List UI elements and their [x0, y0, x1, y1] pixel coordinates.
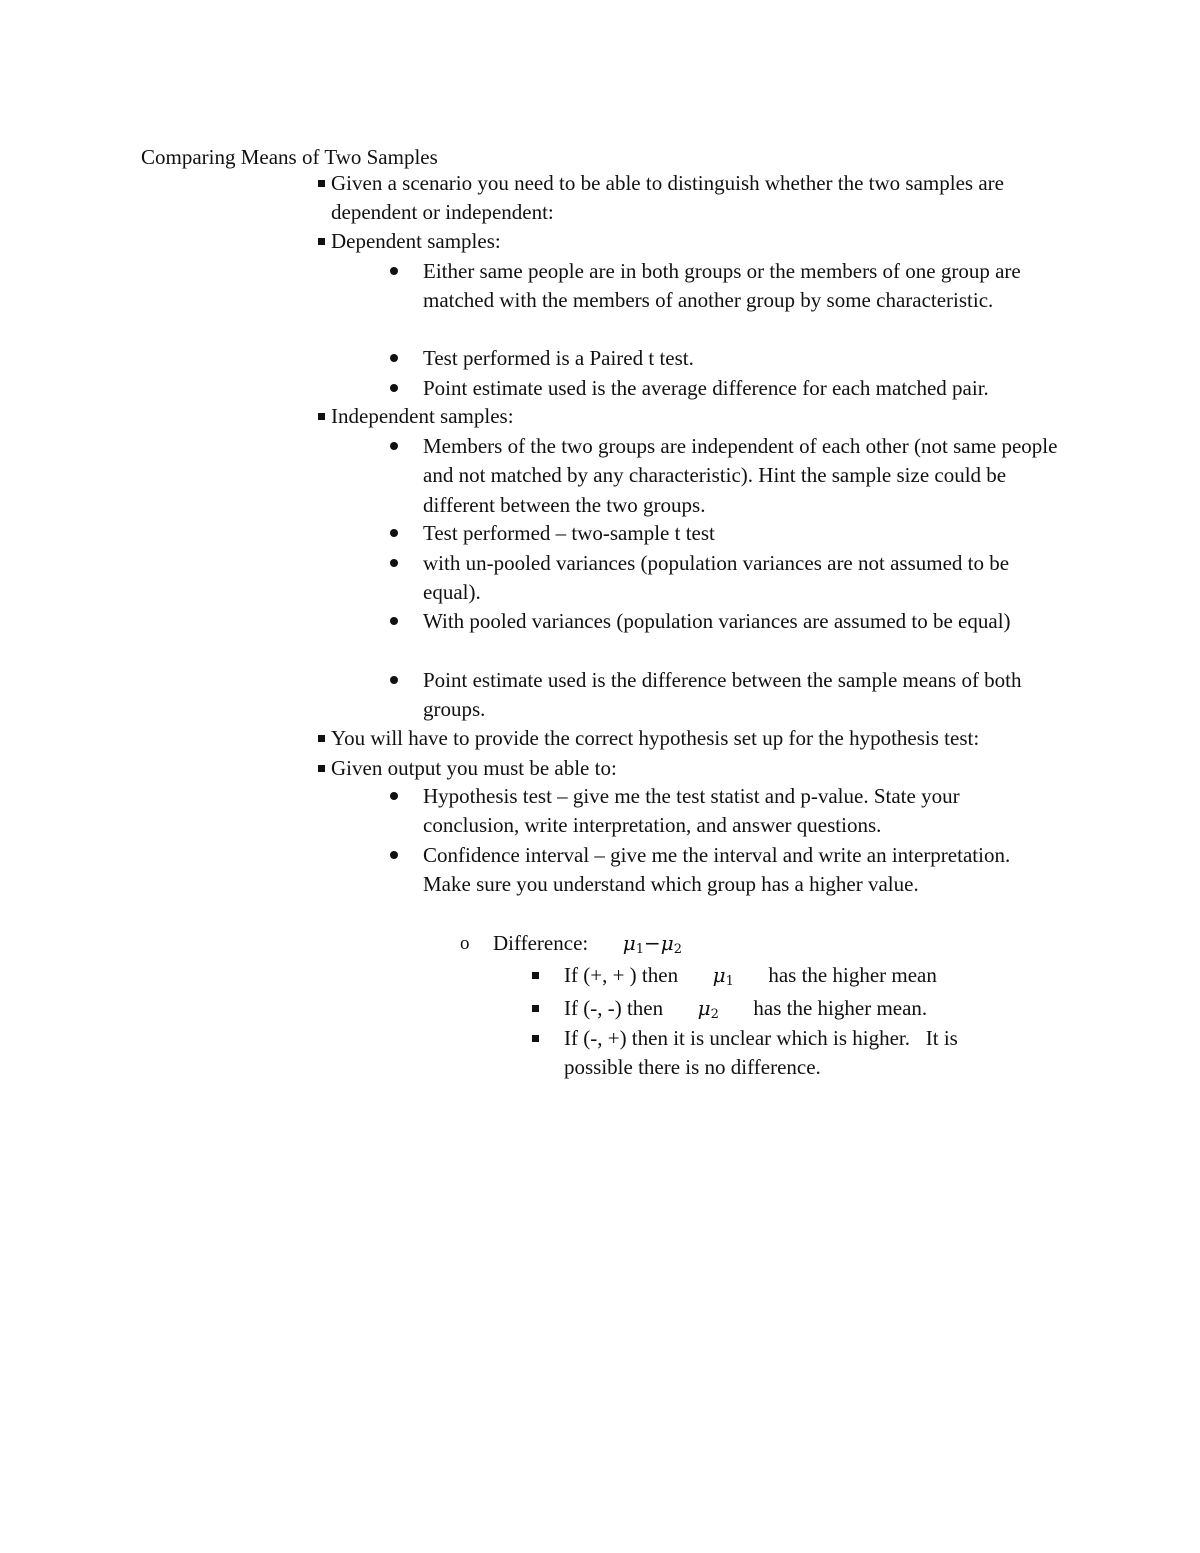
list-item-text: Point estimate used is the difference between the sample means of both groups. [423, 668, 1022, 722]
list-item [388, 782, 1068, 841]
list-item-text: Test performed – two-sample t test [423, 521, 715, 545]
circle-bullet-icon: o [460, 933, 470, 954]
list-item [388, 549, 1068, 608]
square-bullet-icon [318, 735, 325, 742]
difference-line [493, 929, 1020, 964]
math-mu: μ [622, 931, 636, 955]
case-text: has the higher mean. [753, 996, 928, 1020]
list-item [388, 257, 1068, 316]
difference-label: Difference: [493, 931, 589, 955]
list-item-text [564, 961, 1052, 996]
list-item-text: With pooled variances (population variances are assumed to be equal) [423, 609, 1011, 633]
list-item [388, 519, 1068, 548]
square-bullet-icon [532, 1005, 539, 1012]
round-bullet-icon [390, 792, 398, 800]
round-bullet-icon [390, 529, 398, 537]
list-item-text: Given output you must be able to: [331, 756, 617, 780]
list-item-text: Independent samples: [331, 404, 514, 428]
square-bullet-icon [532, 1035, 539, 1042]
math-sub: 2 [673, 942, 683, 957]
square-bullet-icon [318, 413, 325, 420]
math-expression [713, 963, 734, 987]
list-item [318, 402, 1078, 431]
list-item-text: Either same people are in both groups or the members of one group are matched with the members of another group by some characteristic. [423, 259, 1021, 313]
round-bullet-icon [390, 442, 398, 450]
list-item-text: If (-, +) then it is unclear which is higher. It is possible there is no difference. [564, 1026, 964, 1080]
list-item-text: Point estimate used is the average difference for each matched pair. [423, 376, 989, 400]
math-expression [698, 996, 719, 1020]
round-bullet-icon [390, 384, 398, 392]
round-bullet-icon [390, 617, 398, 625]
list-item-text: Hypothesis test – give me the test statist and p-value. State your conclusion, write interpretation, and answer questions. [423, 784, 960, 838]
list-item [388, 432, 1068, 520]
round-bullet-icon [390, 851, 398, 859]
square-bullet-icon [318, 765, 325, 772]
list-item [318, 169, 1078, 228]
list-item-text: Confidence interval – give me the interval and write an interpretation. Make sure you understand which group has a higher value. [423, 843, 1011, 897]
round-bullet-icon [390, 676, 398, 684]
list-item [388, 344, 1068, 373]
list-item-text: Test performed is a Paired t test. [423, 346, 694, 370]
list-item [318, 724, 1078, 753]
case-text: has the higher mean [768, 963, 937, 987]
list-item-text: Given a scenario you need to be able to distinguish whether the two samples are dependent or independent: [331, 171, 1004, 225]
list-item-text: with un-pooled variances (population variances are not assumed to be equal). [423, 551, 1010, 605]
list-item [460, 929, 1020, 964]
list-item-text: You will have to provide the correct hypothesis set up for the hypothesis test: [331, 726, 980, 750]
math-sub: 1 [635, 942, 644, 957]
math-mu: μ [660, 931, 674, 955]
square-bullet-icon [318, 180, 325, 187]
math-sub: 1 [725, 974, 734, 989]
square-bullet-icon [318, 238, 325, 245]
math-sub: 2 [710, 1007, 719, 1022]
math-mu: μ [712, 963, 726, 987]
math-mu: μ [697, 996, 711, 1020]
math-expression [623, 931, 682, 955]
list-item [388, 374, 1068, 403]
list-item [318, 227, 1078, 256]
page-title: Comparing Means of Two Samples [141, 145, 438, 169]
list-item [532, 961, 1052, 996]
list-item [388, 607, 1068, 636]
round-bullet-icon [390, 559, 398, 567]
list-item [318, 754, 1078, 783]
case-text: If (+, + ) then [564, 963, 679, 987]
round-bullet-icon [390, 354, 398, 362]
math-minus: − [644, 931, 661, 955]
list-item [388, 841, 1068, 900]
list-item [388, 666, 1068, 725]
square-bullet-icon [532, 972, 539, 979]
list-item [532, 1024, 1052, 1083]
list-item-text: Dependent samples: [331, 229, 501, 253]
round-bullet-icon [390, 267, 398, 275]
case-text: If (-, -) then [564, 996, 664, 1020]
list-item-text: Members of the two groups are independent of each other (not same people and not matched by any characteristic). Hint the sample size could be different between the two groups. [423, 434, 1058, 517]
